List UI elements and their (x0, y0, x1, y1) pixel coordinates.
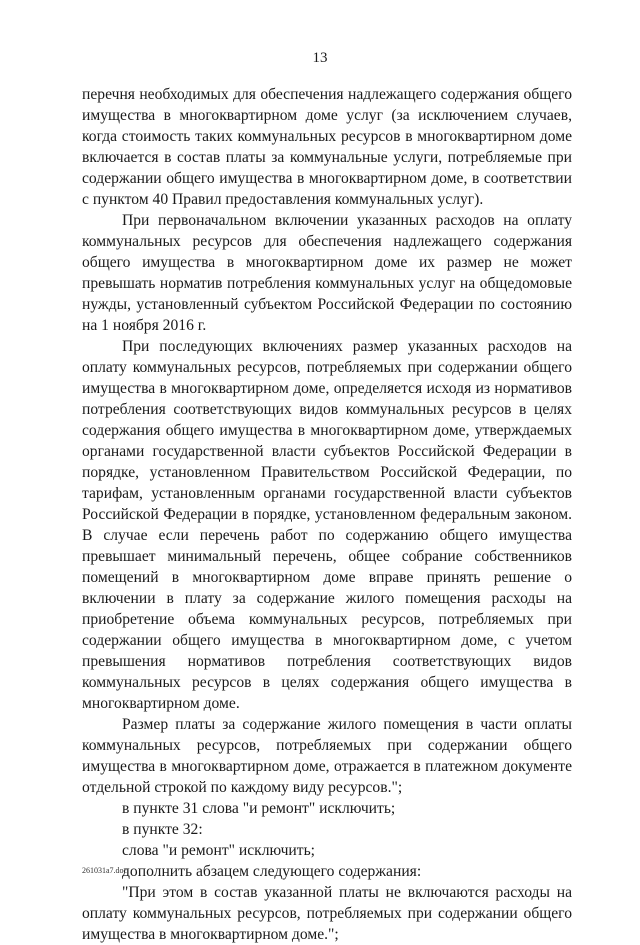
paragraph-continuation: перечня необходимых для обеспечения надлежащего содержания общего имущества в многоквартирном доме услуг (за исключением случаев, когда стоимость таких коммунальных ресурсов в многоквартирном доме включается в состав платы за коммунальные услуги, потребляемые при содержании общего имущества в многоквартирном доме, в соответствии с пунктом 40 Правил предоставления коммунальных услуг). (82, 86, 572, 208)
paragraph-quoted-clause: "При этом в состав указанной платы не включаются расходы на оплату коммунальных ресурсов, потребляемых при содержании общего имущества в многоквартирном доме."; (82, 884, 572, 943)
document-body (82, 84, 572, 945)
paragraph-subsequent-inclusion: При последующих включениях размер указанных расходов на оплату коммунальных ресурсов, потребляемых при содержании общего имущества в многоквартирном доме, определяется исходя из нормативов потребления соответствующих видов коммунальных ресурсов в целях содержания общего имущества в многоквартирном доме, утверждаемых органами государственной власти субъектов Российской Федерации в порядке, установленном Правительством Российской Федерации, по тарифам, установленным органами государственной власти субъектов Российской Федерации в порядке, установленном федеральным законом. В случае если перечень работ по содержанию общего имущества превышает минимальный перечень, общее собрание собственников помещений в многоквартирном доме вправе принять решение о включении в плату за содержание жилого помещения расходы на приобретение объема коммунальных ресурсов, потребляемых при содержании общего имущества в многоквартирном доме, с учетом превышения нормативов потребления соответствующих видов коммунальных ресурсов в целях содержания общего имущества в многоквартирном доме. (82, 338, 572, 712)
footer-file-code: 261031a7.doc (82, 866, 128, 875)
paragraph-payment-amount: Размер платы за содержание жилого помещения в части оплаты коммунальных ресурсов, потребляемых при содержании общего имущества в многоквартирном доме, отражается в платежном документе отдельной строкой по каждому виду ресурсов."; (82, 716, 572, 796)
paragraph-initial-inclusion: При первоначальном включении указанных расходов на оплату коммунальных ресурсов для обеспечения надлежащего содержания общего имущества в многоквартирном доме их размер не может превышать норматив потребления коммунальных услуг на общедомовые нужды, установленный субъектом Российской Федерации по состоянию на 1 ноября 2016 г. (82, 212, 572, 334)
paragraph-point-31: в пункте 31 слова "и ремонт" исключить; (122, 800, 396, 817)
paragraph-remove-words: слова "и ремонт" исключить; (122, 842, 316, 859)
page-number: 13 (312, 50, 328, 66)
paragraph-point-32: в пункте 32: (122, 821, 203, 838)
paragraph-add-clause: дополнить абзацем следующего содержания: (122, 863, 422, 880)
